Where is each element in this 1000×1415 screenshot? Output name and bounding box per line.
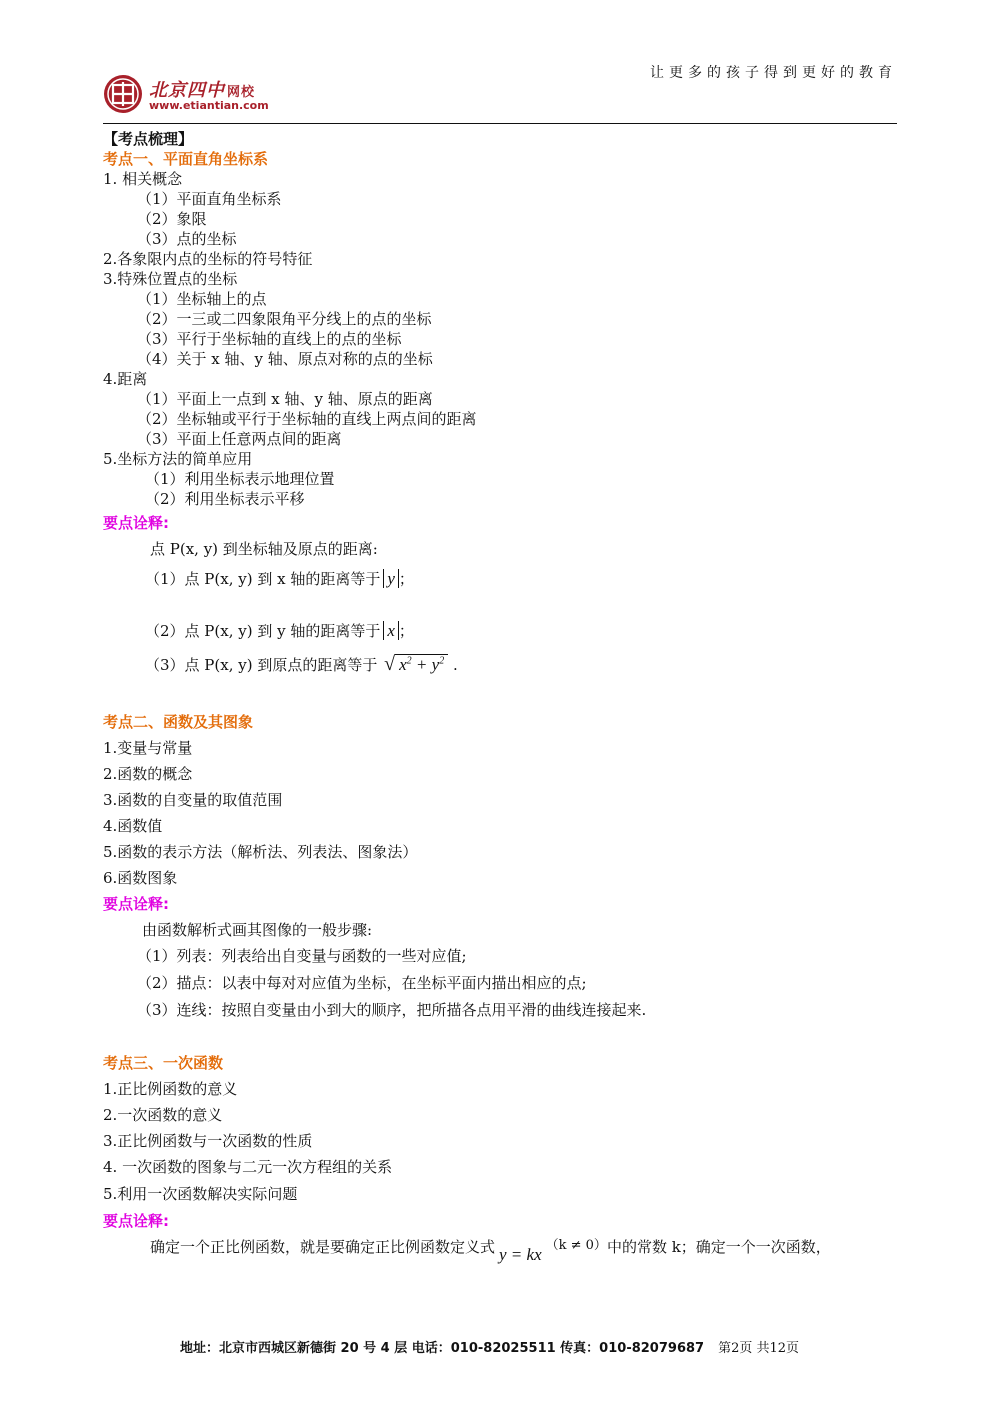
section1-item: （1）平面直角坐标系	[137, 190, 282, 208]
section1-item: （1）坐标轴上的点	[137, 290, 267, 308]
section2-item: 5.函数的表示方法（解析法、列表法、图象法）	[103, 843, 418, 861]
section2-note-label: 要点诠释:	[103, 895, 169, 913]
page-title: 【考点梳理】	[103, 130, 194, 148]
sqrt-expression: √ $x^2 + y^2$	[384, 653, 448, 676]
header-slogan: 让更多的孩子得到更好的教育	[650, 65, 897, 81]
section1-note-intro: 点 P(x, y) 到坐标轴及原点的距离:	[150, 540, 378, 558]
school-emblem-icon	[103, 74, 143, 114]
logo-name: 北京四中 网校	[149, 80, 256, 101]
logo-url: www.etiantian.com	[149, 99, 269, 112]
section2-note-line: （3）连线：按照自变量由小到大的顺序，把所描各点用平滑的曲线连接起来.	[137, 1001, 647, 1019]
section1-item: （1）平面上一点到 x 轴、y 轴、原点的距离	[137, 390, 433, 408]
abs-y-expression: y	[383, 569, 399, 588]
footer-address: 地址：北京市西城区新德街 20 号 4 层 电话：010-82025511 传真：010-82079687	[180, 1341, 705, 1356]
section3-note-label: 要点诠释:	[103, 1212, 169, 1230]
section1-item: 3.特殊位置点的坐标	[103, 270, 238, 288]
section1-item: 5.坐标方法的简单应用	[103, 450, 253, 468]
page-footer	[180, 1337, 799, 1356]
section2-note-line: （1）列表：列表给出自变量与函数的一些对应值;	[137, 947, 467, 965]
section3-note-line: 确定一个正比例函数，就是要确定正比例函数定义式 y = kx （k ≠ 0）中的常数 k；确定一个一次函数，	[150, 1238, 831, 1264]
linear-formula: y = kx	[499, 1245, 542, 1264]
section1-item: （2）坐标轴或平行于坐标轴的直线上两点间的距离	[137, 410, 477, 428]
formula-condition: （k ≠ 0）	[545, 1238, 607, 1253]
section2-item: 6.函数图象	[103, 869, 178, 887]
school-logo	[103, 74, 293, 118]
section2-heading: 考点二、函数及其图象	[103, 713, 254, 731]
section2-item: 3.函数的自变量的取值范围	[103, 791, 283, 809]
section1-note-line: （2）点 P(x, y) 到 y 轴的距离等于 x ；	[145, 621, 414, 640]
section2-item: 2.函数的概念	[103, 765, 193, 783]
section1-note-line: （1）点 P(x, y) 到 x 轴的距离等于 y ；	[145, 569, 414, 588]
section3-item: 1.正比例函数的意义	[103, 1080, 238, 1098]
section2-item: 1.变量与常量	[103, 739, 193, 757]
abs-x-expression: x	[383, 621, 399, 640]
section1-item: （3）平面上任意两点间的距离	[137, 430, 342, 448]
section3-heading: 考点三、一次函数	[103, 1054, 224, 1072]
section2-note-line: （2）描点：以表中每对对应值为坐标，在坐标平面内描出相应的点;	[137, 974, 587, 992]
section1-item: （3）平行于坐标轴的直线上的点的坐标	[137, 330, 402, 348]
section1-item: （2）利用坐标表示平移	[145, 490, 305, 508]
section3-item: 2.一次函数的意义	[103, 1106, 223, 1124]
section3-item: 5.利用一次函数解决实际问题	[103, 1185, 298, 1203]
section1-item: （2）一三或二四象限角平分线上的点的坐标	[137, 310, 432, 328]
section1-item: （4）关于 x 轴、y 轴、原点对称的点的坐标	[137, 350, 433, 368]
section3-item: 3.正比例函数与一次函数的性质	[103, 1132, 313, 1150]
header-divider	[103, 123, 897, 124]
page-number: 第2页 共12页	[718, 1341, 800, 1356]
section1-item: （3）点的坐标	[137, 230, 237, 248]
section1-item: （1）利用坐标表示地理位置	[145, 470, 335, 488]
section1-item: 2.各象限内点的坐标的符号特征	[103, 250, 313, 268]
section1-item: 4.距离	[103, 370, 148, 388]
section1-note-line: （3）点 P(x, y) 到原点的距离等于 √ $x^2 + y^2$ .	[145, 653, 458, 675]
section1-note-label: 要点诠释:	[103, 514, 169, 532]
section1-item: 1. 相关概念	[103, 170, 183, 188]
section2-item: 4.函数值	[103, 817, 163, 835]
section2-note-line: 由函数解析式画其图像的一般步骤:	[142, 921, 373, 939]
section1-item: （2）象限	[137, 210, 207, 228]
section1-heading: 考点一、平面直角坐标系	[103, 150, 269, 168]
section3-item: 4. 一次函数的图象与二元一次方程组的关系	[103, 1158, 393, 1176]
